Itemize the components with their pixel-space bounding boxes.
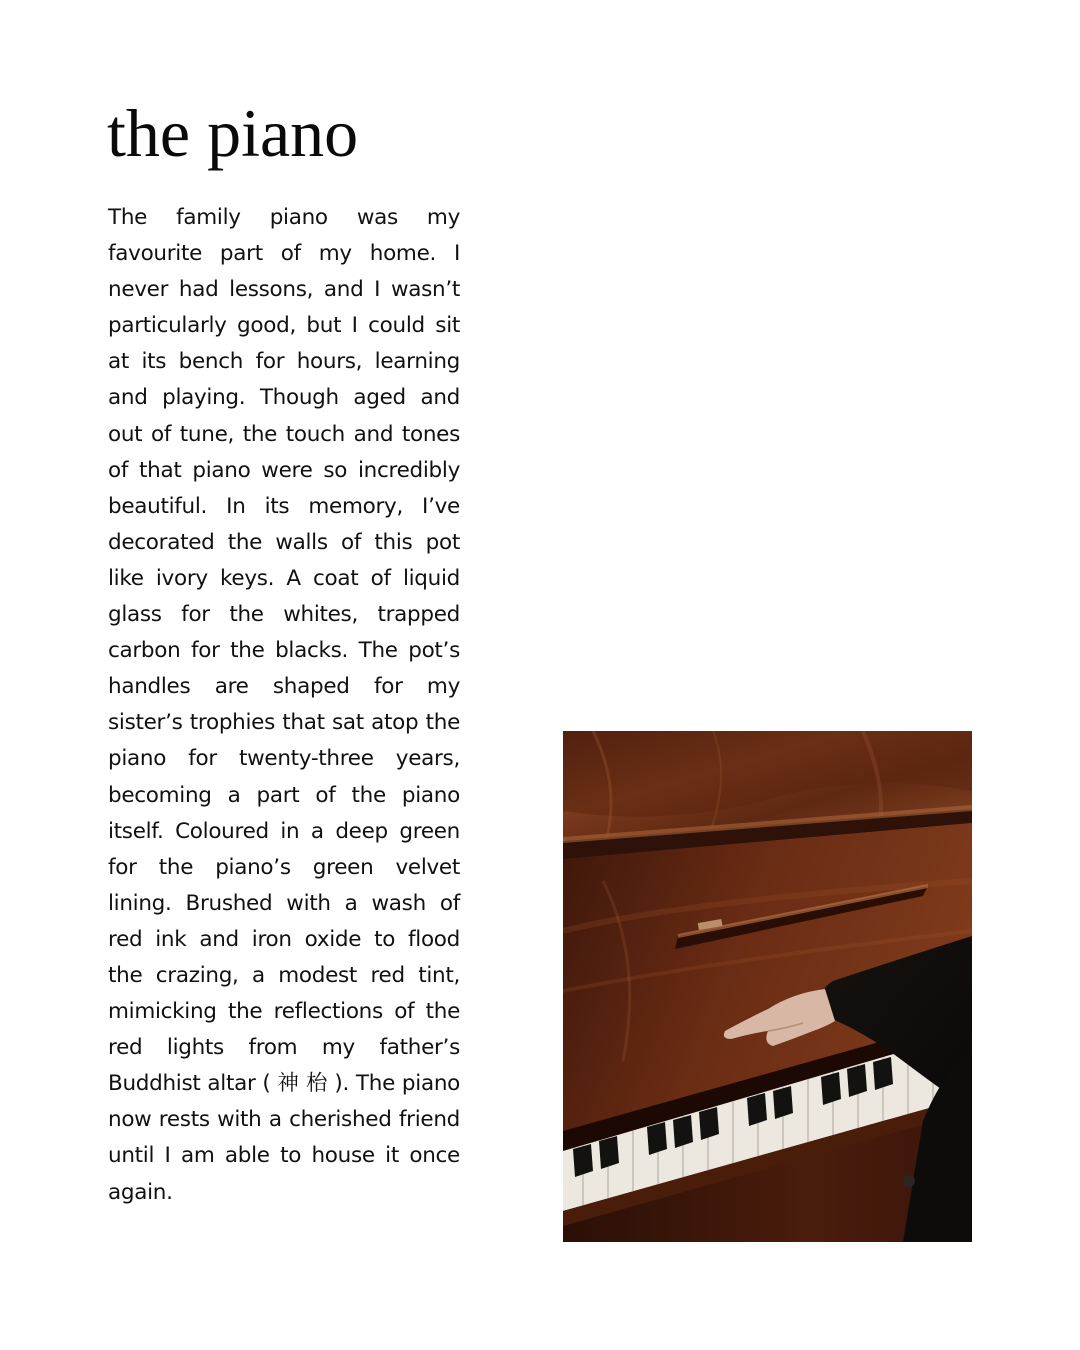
body-paragraph: The family piano was my favourite part of my home. I never had lessons, and I wasn’t particularly good, but I could sit at its bench for hours, learning and playing. Though aged and out of tune, the touch and tones of that piano were so incredibly beautiful. In its memory, I’ve decorated the walls of this pot like ivory keys. A coat of liquid glass for the whites, trapped carbon for the blacks. The pot’s handles are shaped for my sister’s trophies that sat atop the piano for twenty-three years, becoming a part of the piano itself. Coloured in a deep green for the piano’s green velvet lining. Brushed with a wash of red ink and iron oxide to flood the crazing, a modest red tint, mimicking the reflections of the red lights from my father’s Buddhist altar ( 神 枱 ). The piano now rests with a cherished friend until I am able to house it once again.: [108, 205, 460, 1205]
piano-photo-illustration: [563, 731, 972, 1242]
piano-photo: [563, 731, 972, 1242]
page-title: the piano: [107, 95, 359, 171]
